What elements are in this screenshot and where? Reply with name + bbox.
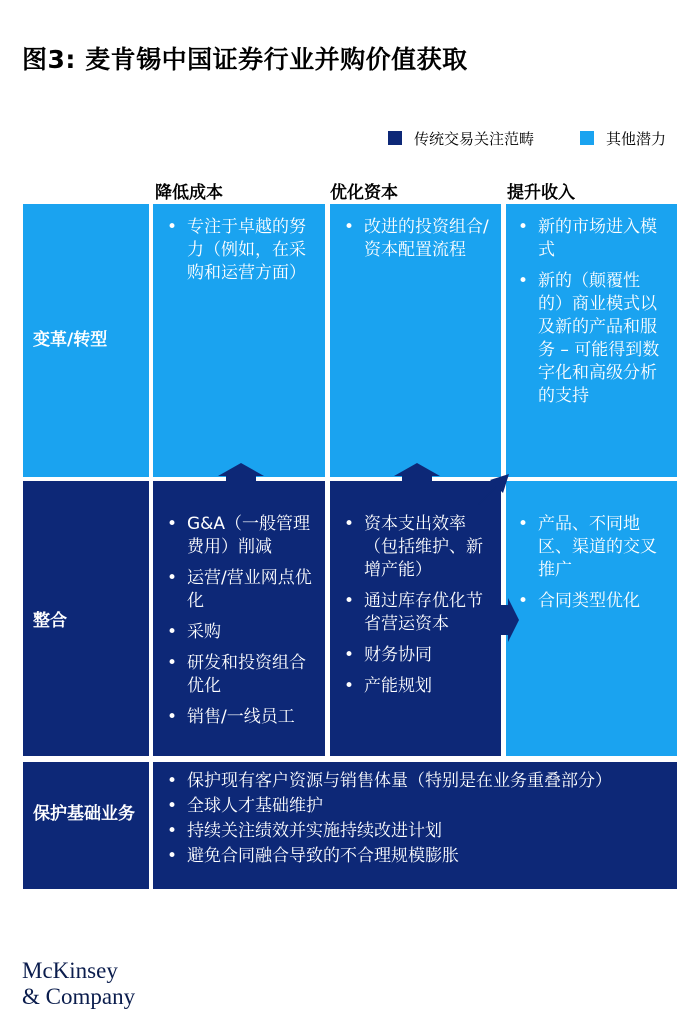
list-item: • 资本支出效率（包括维护、新增产能） [340, 513, 495, 582]
logo-line-2: & Company [22, 984, 136, 1009]
right-arrow-revenue [501, 598, 519, 642]
list-item: • 产能规划 [340, 675, 495, 698]
list-item: • 采购 [163, 621, 318, 644]
column-header-capital: 优化资本 [330, 183, 398, 203]
list-item: • 研发和投资组合优化 [163, 652, 318, 698]
list-item: • 改进的投资组合/资本配置流程 [340, 216, 490, 262]
up-arrow-capital [394, 463, 440, 481]
list-item: • 全球人才基础维护 [163, 795, 668, 818]
list-item: • 通过库存优化节省营运资本 [340, 590, 495, 636]
list-item: • 持续关注绩效并实施持续改进计划 [163, 820, 668, 843]
column-header-cost: 降低成本 [155, 183, 223, 203]
list-item: • 专注于卓越的努力（例如，在采购和运营方面） [163, 216, 313, 285]
row-label-transform: 变革/转型 [33, 330, 108, 350]
up-arrow-cost [218, 463, 264, 481]
page-title: 图3: 麦肯锡中国证券行业并购价值获取 [22, 45, 468, 74]
list-item: • 保护现有客户资源与销售体量（特别是在业务重叠部分） [163, 770, 668, 793]
row-label-protect: 保护基础业务 [33, 804, 135, 824]
diagonal-arrow-revenue [478, 474, 509, 505]
list-item: • 合同类型优化 [514, 590, 669, 613]
legend-label: 其他潜力 [606, 129, 667, 148]
list-item: • 新的市场进入模式 [514, 216, 664, 262]
list-item: • 新的（颠覆性的）商业模式以及新的产品和服务 – 可能得到数字化和高级分析的支持 [514, 270, 664, 408]
column-header-revenue: 提升收入 [507, 183, 575, 203]
logo-line-1: McKinsey [22, 958, 118, 983]
list-item: • 避免合同融合导致的不合理规模膨胀 [163, 845, 668, 868]
list-item: • G&A（一般管理费用）削减 [163, 513, 318, 559]
legend-label: 传统交易关注范畴 [414, 129, 535, 148]
row-label-integration: 整合 [33, 611, 67, 631]
list-item: • 运营/营业网点优化 [163, 567, 318, 613]
list-item: • 财务协同 [340, 644, 495, 667]
mckinsey-logo [22, 958, 135, 1010]
list-item: • 产品、不同地区、渠道的交叉推广 [514, 513, 669, 582]
list-item: • 销售/一线员工 [163, 706, 318, 729]
